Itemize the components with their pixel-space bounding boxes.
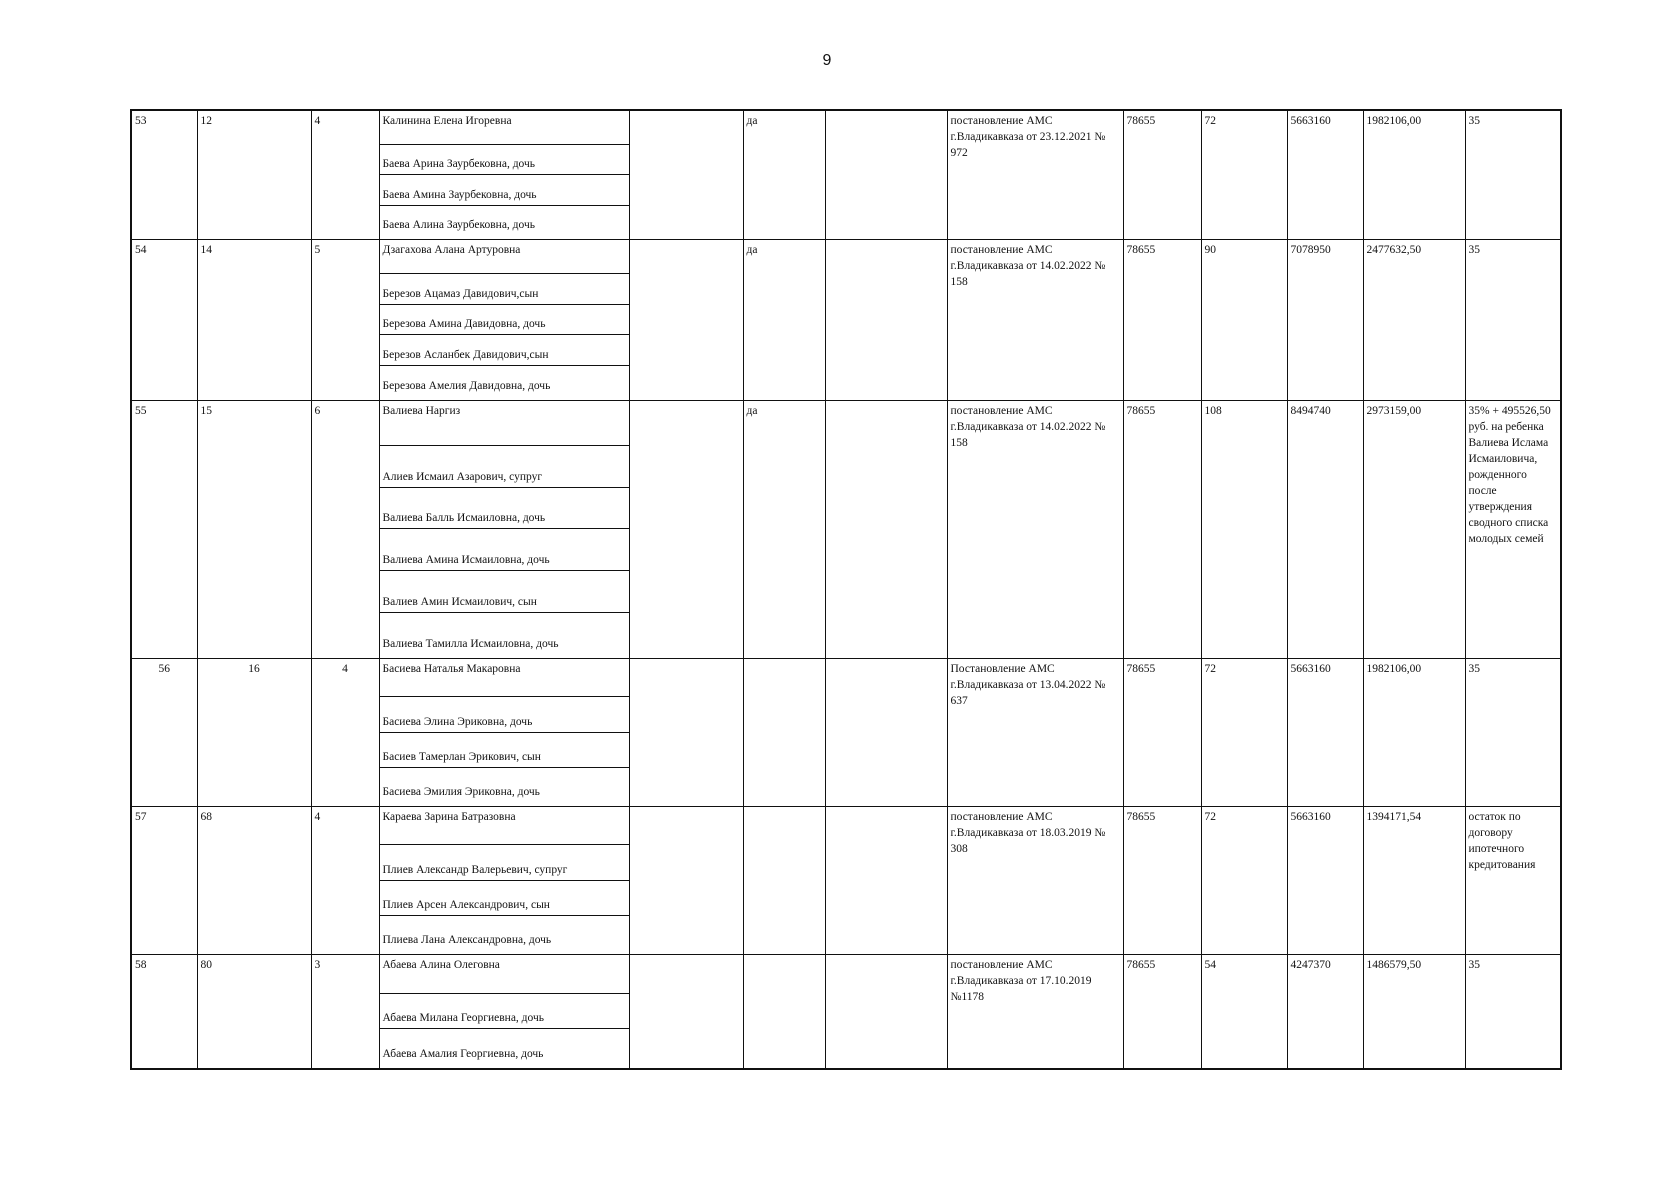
family-member: Алиев Исмаил Азарович, супруг (380, 446, 629, 488)
area-norm-cell: 54 (1201, 955, 1287, 1070)
empty-cell (825, 955, 947, 1070)
family-member: Баева Амина Заурбековна, дочь (380, 175, 629, 206)
housing-cost-cell: 4247370 (1287, 955, 1363, 1070)
family-member: Плиев Арсен Александрович, сын (380, 881, 629, 916)
housing-cost-cell: 5663160 (1287, 659, 1363, 807)
family-size-cell: 6 (311, 401, 379, 659)
row-number-cell: 58 (131, 955, 197, 1070)
recognition-cell (743, 659, 825, 807)
family-member: Абаева Милана Георгиевна, дочь (380, 994, 629, 1030)
family-member: Березова Амелия Давидовна, дочь (382, 379, 551, 392)
family-member: Абаева Алина Олеговна (380, 955, 629, 994)
empty-cell (825, 110, 947, 240)
housing-cost-cell: 8494740 (1287, 401, 1363, 659)
norm-cost-cell: 78655 (1123, 807, 1201, 955)
family-member: Дзагахова Алана Артуровна (380, 240, 629, 274)
family-members-list (380, 401, 629, 654)
family-members-list (380, 659, 629, 802)
area-norm-cell: 108 (1201, 401, 1287, 659)
family-member: Березов Асланбек Давидович,сын (380, 335, 629, 366)
subsidy-percent-cell: 35 (1465, 955, 1561, 1070)
family-member: Баева Арина Заурбековна, дочь (380, 145, 629, 176)
page-number: 9 (822, 52, 832, 69)
family-member: Басиева Эмилия Эриковна, дочь (382, 786, 540, 798)
norm-cost-cell: 78655 (1123, 955, 1201, 1070)
family-member: Басиева Элина Эриковна, дочь (380, 697, 629, 732)
family-members-cell (379, 807, 629, 955)
family-member: Валиев Амин Исмаилович, сын (380, 571, 629, 613)
resolution-cell: Постановление АМС г.Владикавказа от 13.04.2022 № 637 (947, 659, 1123, 807)
row-number-cell: 53 (131, 110, 197, 240)
empty-cell (629, 955, 743, 1070)
family-size-cell: 3 (311, 955, 379, 1070)
resolution-cell: постановление АМС г.Владикавказа от 18.03.2019 № 308 (947, 807, 1123, 955)
family-size-cell: 5 (311, 240, 379, 401)
area-norm-cell: 72 (1201, 807, 1287, 955)
family-member: Валиева Балль Исмаиловна, дочь (380, 488, 629, 530)
table-row (131, 240, 1561, 401)
empty-cell (825, 659, 947, 807)
empty-cell (629, 807, 743, 955)
resolution-cell: постановление АМС г.Владикавказа от 14.02.2022 № 158 (947, 240, 1123, 401)
empty-cell (629, 401, 743, 659)
recognition-cell: да (743, 401, 825, 659)
recognition-cell: да (743, 240, 825, 401)
row-number-cell: 57 (131, 807, 197, 955)
table-row (131, 955, 1561, 1070)
family-members-cell (379, 955, 629, 1070)
subsidy-amount-cell: 1982106,00 (1363, 110, 1465, 240)
family-member: Плиев Александр Валерьевич, супруг (380, 845, 629, 880)
norm-cost-cell: 78655 (1123, 401, 1201, 659)
housing-cost-cell: 5663160 (1287, 807, 1363, 955)
family-members-cell (379, 659, 629, 807)
queue-number-cell: 12 (197, 110, 311, 240)
family-member: Валиева Амина Исмаиловна, дочь (380, 529, 629, 571)
table-row (131, 659, 1561, 807)
family-members-list (380, 240, 629, 396)
family-member: Калинина Елена Игоревна (380, 111, 629, 145)
empty-cell (629, 240, 743, 401)
housing-cost-cell: 5663160 (1287, 110, 1363, 240)
family-member: Валиева Тамилла Исмаиловна, дочь (382, 637, 559, 650)
subsidy-amount-cell: 1486579,50 (1363, 955, 1465, 1070)
subsidy-amount-cell: 2477632,50 (1363, 240, 1465, 401)
subsidy-percent-cell: 35% + 495526,50 руб. на ребенка Валиева Ислама Исмаиловича, рожденного после утверждения сводного списка молодых семей (1465, 401, 1561, 659)
area-norm-cell: 90 (1201, 240, 1287, 401)
family-size-cell: 4 (311, 110, 379, 240)
queue-number-cell: 15 (197, 401, 311, 659)
recognition-cell (743, 807, 825, 955)
family-members-list (380, 955, 629, 1064)
empty-cell (825, 401, 947, 659)
family-members-cell (379, 401, 629, 659)
subsidy-amount-cell: 1982106,00 (1363, 659, 1465, 807)
young-families-table (130, 109, 1562, 1070)
subsidy-percent-cell: 35 (1465, 659, 1561, 807)
subsidy-percent-cell: 35 (1465, 110, 1561, 240)
queue-number-cell: 14 (197, 240, 311, 401)
family-member: Березов Ацамаз Давидович,сын (380, 274, 629, 305)
family-members-list (380, 111, 629, 235)
family-members-cell (379, 240, 629, 401)
subsidy-percent-cell: остаток по договору ипотечного кредитования (1465, 807, 1561, 955)
resolution-cell: постановление АМС г.Владикавказа от 17.10.2019 №1178 (947, 955, 1123, 1070)
area-norm-cell: 72 (1201, 110, 1287, 240)
family-member: Караева Зарина Батразовна (380, 807, 629, 845)
table-row (131, 807, 1561, 955)
family-members-cell (379, 110, 629, 240)
subsidy-amount-cell: 1394171,54 (1363, 807, 1465, 955)
table-row (131, 110, 1561, 240)
family-member: Басиева Наталья Макаровна (380, 659, 629, 697)
recognition-cell: да (743, 110, 825, 240)
norm-cost-cell: 78655 (1123, 110, 1201, 240)
housing-cost-cell: 7078950 (1287, 240, 1363, 401)
empty-cell (629, 659, 743, 807)
empty-cell (825, 807, 947, 955)
table-row (131, 401, 1561, 659)
subsidy-amount-cell: 2973159,00 (1363, 401, 1465, 659)
family-members-list (380, 807, 629, 950)
recognition-cell (743, 955, 825, 1070)
family-member: Плиева Лана Александровна, дочь (382, 934, 552, 946)
norm-cost-cell: 78655 (1123, 240, 1201, 401)
queue-number-cell: 16 (197, 659, 311, 807)
queue-number-cell: 68 (197, 807, 311, 955)
family-member: Березова Амина Давидовна, дочь (380, 305, 629, 336)
row-number-cell: 56 (131, 659, 197, 807)
area-norm-cell: 72 (1201, 659, 1287, 807)
resolution-cell: постановление АМС г.Владикавказа от 14.02.2022 № 158 (947, 401, 1123, 659)
resolution-cell: постановление АМС г.Владикавказа от 23.12.2021 № 972 (947, 110, 1123, 240)
family-member: Басиев Тамерлан Эрикович, сын (380, 733, 629, 768)
family-member: Абаева Амалия Георгиевна, дочь (382, 1048, 544, 1061)
queue-number-cell: 80 (197, 955, 311, 1070)
row-number-cell: 54 (131, 240, 197, 401)
norm-cost-cell: 78655 (1123, 659, 1201, 807)
family-size-cell: 4 (311, 807, 379, 955)
empty-cell (825, 240, 947, 401)
subsidy-percent-cell: 35 (1465, 240, 1561, 401)
row-number-cell: 55 (131, 401, 197, 659)
family-member: Баева Алина Заурбековна, дочь (382, 219, 536, 231)
family-size-cell: 4 (311, 659, 379, 807)
empty-cell (629, 110, 743, 240)
family-member: Валиева Наргиз (380, 401, 629, 446)
